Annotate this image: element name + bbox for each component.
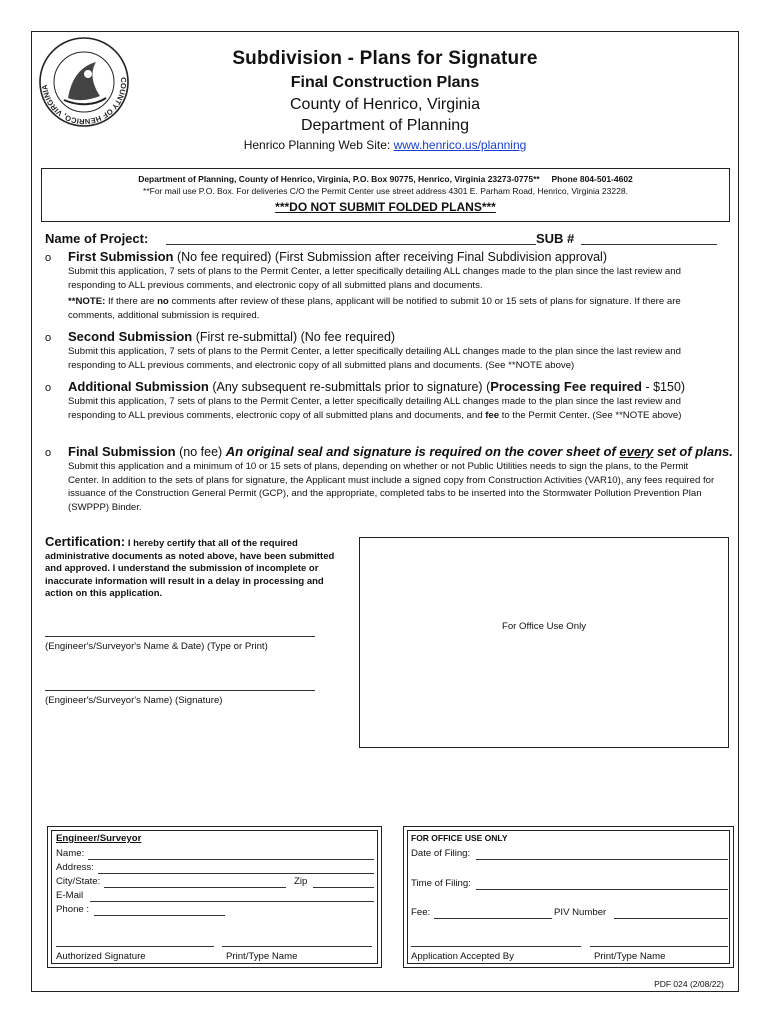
engineer-phone-label: Phone :: [56, 904, 90, 915]
sub-number-label: SUB #: [536, 231, 575, 246]
engineer-name-date-label: (Engineer's/Surveyor's Name & Date) (Type or Print): [45, 641, 268, 652]
sub-number-field[interactable]: [581, 232, 717, 245]
additional-submission-body: Submit this application, 7 sets of plans to the Permit Center, a letter specifically detailing ALL changes made to the plan since the last review and responding to ALL previous comments, electronic copy of all submitted plans and documents, and fee to the Permit Center. (See **NOTE above): [68, 396, 682, 421]
engineer-print-name-label: Print/Type Name: [226, 951, 298, 962]
fee-field[interactable]: [434, 907, 552, 919]
office-use-title: FOR OFFICE USE ONLY: [411, 833, 508, 843]
fee-label: Fee:: [411, 907, 431, 918]
engineer-surveyor-box: [47, 826, 382, 968]
final-submission-heading: Final Submission (no fee) An original seal and signature is required on the cover sheet of every set of plans.: [68, 444, 733, 459]
time-of-filing-field[interactable]: [476, 878, 728, 890]
engineer-name-label: Name:: [56, 848, 85, 859]
second-submission-body: Submit this application, 7 sets of plans to the Permit Center, a letter specifically detailing ALL changes made to the plan since the last review and responding to ALL previous comments, and electronic copy of all submitted plans and documents. (See **NOTE above): [68, 346, 681, 371]
final-submission-body: Submit this application and a minimum of 10 or 15 sets of plans, depending on whether or not Public Utilities needs to sign the plans, to the Permit Center. In addition to the sets of plans for signature, the Applicant must include a signed copy from Construction Activities (VAR10), any fees required for issuance of the Construction General Permit (GCP), and the appropriate, completed tabs to be inserted into the Stormwater Pollution Prevention Plan (SWPPP) Binder.: [68, 461, 715, 513]
first-submission-heading: First Submission (No fee required) (First Submission after receiving Final Subdivision approval): [68, 249, 607, 264]
website-line: [0, 138, 770, 152]
project-name-row: [45, 231, 148, 246]
bullet-second: o: [45, 332, 52, 344]
office-print-name-field[interactable]: [590, 935, 728, 947]
office-use-label: For Office Use Only: [501, 621, 587, 632]
office-use-only-box: [403, 826, 734, 968]
website-link[interactable]: www.henrico.us/planning: [393, 138, 527, 152]
engineer-name-date-field[interactable]: [45, 636, 315, 637]
engineer-zip-label: Zip: [294, 876, 308, 887]
engineer-phone-field[interactable]: [94, 904, 225, 916]
mail-note: **For mail use P.O. Box. For deliveries C/O the Permit Center use street address 4301 E. Parham Road, Henrico, Virginia 23228.: [143, 186, 628, 196]
engineer-print-name-field[interactable]: [222, 935, 372, 947]
certification-title: Certification:: [45, 534, 126, 549]
first-submission-note: **NOTE: If there are no comments after review of these plans, applicant will be notified to submit 10 or 15 sets of plans for signature. If there are comments, additional submission is required.: [68, 296, 681, 321]
engineer-box-title: Engineer/Surveyor: [56, 833, 142, 844]
folded-plans-warning: ***DO NOT SUBMIT FOLDED PLANS***: [275, 200, 496, 214]
engineer-signature-label: (Engineer's/Surveyor's Name) (Signature): [45, 695, 223, 706]
engineer-signature-field[interactable]: [45, 690, 315, 691]
engineer-city-field[interactable]: [104, 876, 286, 888]
piv-number-label: PIV Number: [554, 907, 607, 918]
piv-number-field[interactable]: [614, 907, 728, 919]
county-name: County of Henrico, Virginia: [289, 96, 481, 113]
form-subtitle: Final Construction Plans: [290, 74, 480, 91]
time-of-filing-label: Time of Filing:: [411, 878, 471, 889]
second-submission-heading: Second Submission (First re-submittal) (No fee required): [68, 329, 396, 344]
form-id: PDF 024 (2/08/22): [654, 979, 724, 989]
authorized-signature-field[interactable]: [56, 935, 214, 947]
certification-text: I hereby certify that all of the required administrative documents as noted above, have been submitted and approved. I understand the submission of incomplete or inaccurate information will result in a delay in processing and action on this application.: [45, 538, 335, 600]
accepted-by-label: Application Accepted By: [411, 951, 514, 962]
engineer-email-label: E-Mail: [56, 890, 84, 901]
engineer-name-field[interactable]: [88, 848, 374, 860]
office-use-box: [359, 537, 729, 748]
additional-submission-heading: Additional Submission (Any subsequent re-submittals prior to signature) (Processing Fee required - $150): [68, 379, 686, 394]
certification-block: [45, 536, 345, 601]
address-line: Department of Planning, County of Henrico, Virginia, P.O. Box 90775, Henrico, Virginia 23273-0775** Phone 804-501-4602: [138, 174, 633, 184]
engineer-city-label: City/State:: [56, 876, 101, 887]
office-print-name-label: Print/Type Name: [594, 951, 666, 962]
engineer-email-field[interactable]: [90, 890, 374, 902]
phone-number: Phone 804-501-4602: [551, 174, 633, 184]
date-of-filing-label: Date of Filing:: [411, 848, 471, 859]
department-name: Department of Planning: [300, 117, 470, 134]
address-box: [41, 168, 730, 222]
date-of-filing-field[interactable]: [476, 848, 728, 860]
engineer-address-field[interactable]: [98, 862, 374, 874]
svg-text:COUNTY OF HENRICO, VIRGINIA: COUNTY OF HENRICO, VIRGINIA: [40, 77, 129, 127]
engineer-zip-field[interactable]: [313, 876, 374, 888]
authorized-signature-label: Authorized Signature: [56, 951, 146, 962]
first-submission-body: Submit this application, 7 sets of plans to the Permit Center, a letter specifically detailing ALL changes made to the plan since the last review and responding to ALL previous comments, and electronic copy of all submitted plans and documents.: [68, 266, 681, 291]
engineer-address-label: Address:: [56, 862, 94, 873]
bullet-additional: o: [45, 382, 52, 394]
bullet-final: o: [45, 447, 52, 459]
project-name-label: Name of Project:: [45, 231, 149, 246]
bullet-first: o: [45, 252, 52, 264]
form-title: Subdivision - Plans for Signature: [232, 48, 538, 69]
website-label: Henrico Planning Web Site:: [243, 138, 391, 152]
accepted-by-field[interactable]: [411, 935, 581, 947]
project-name-field[interactable]: [166, 232, 536, 245]
